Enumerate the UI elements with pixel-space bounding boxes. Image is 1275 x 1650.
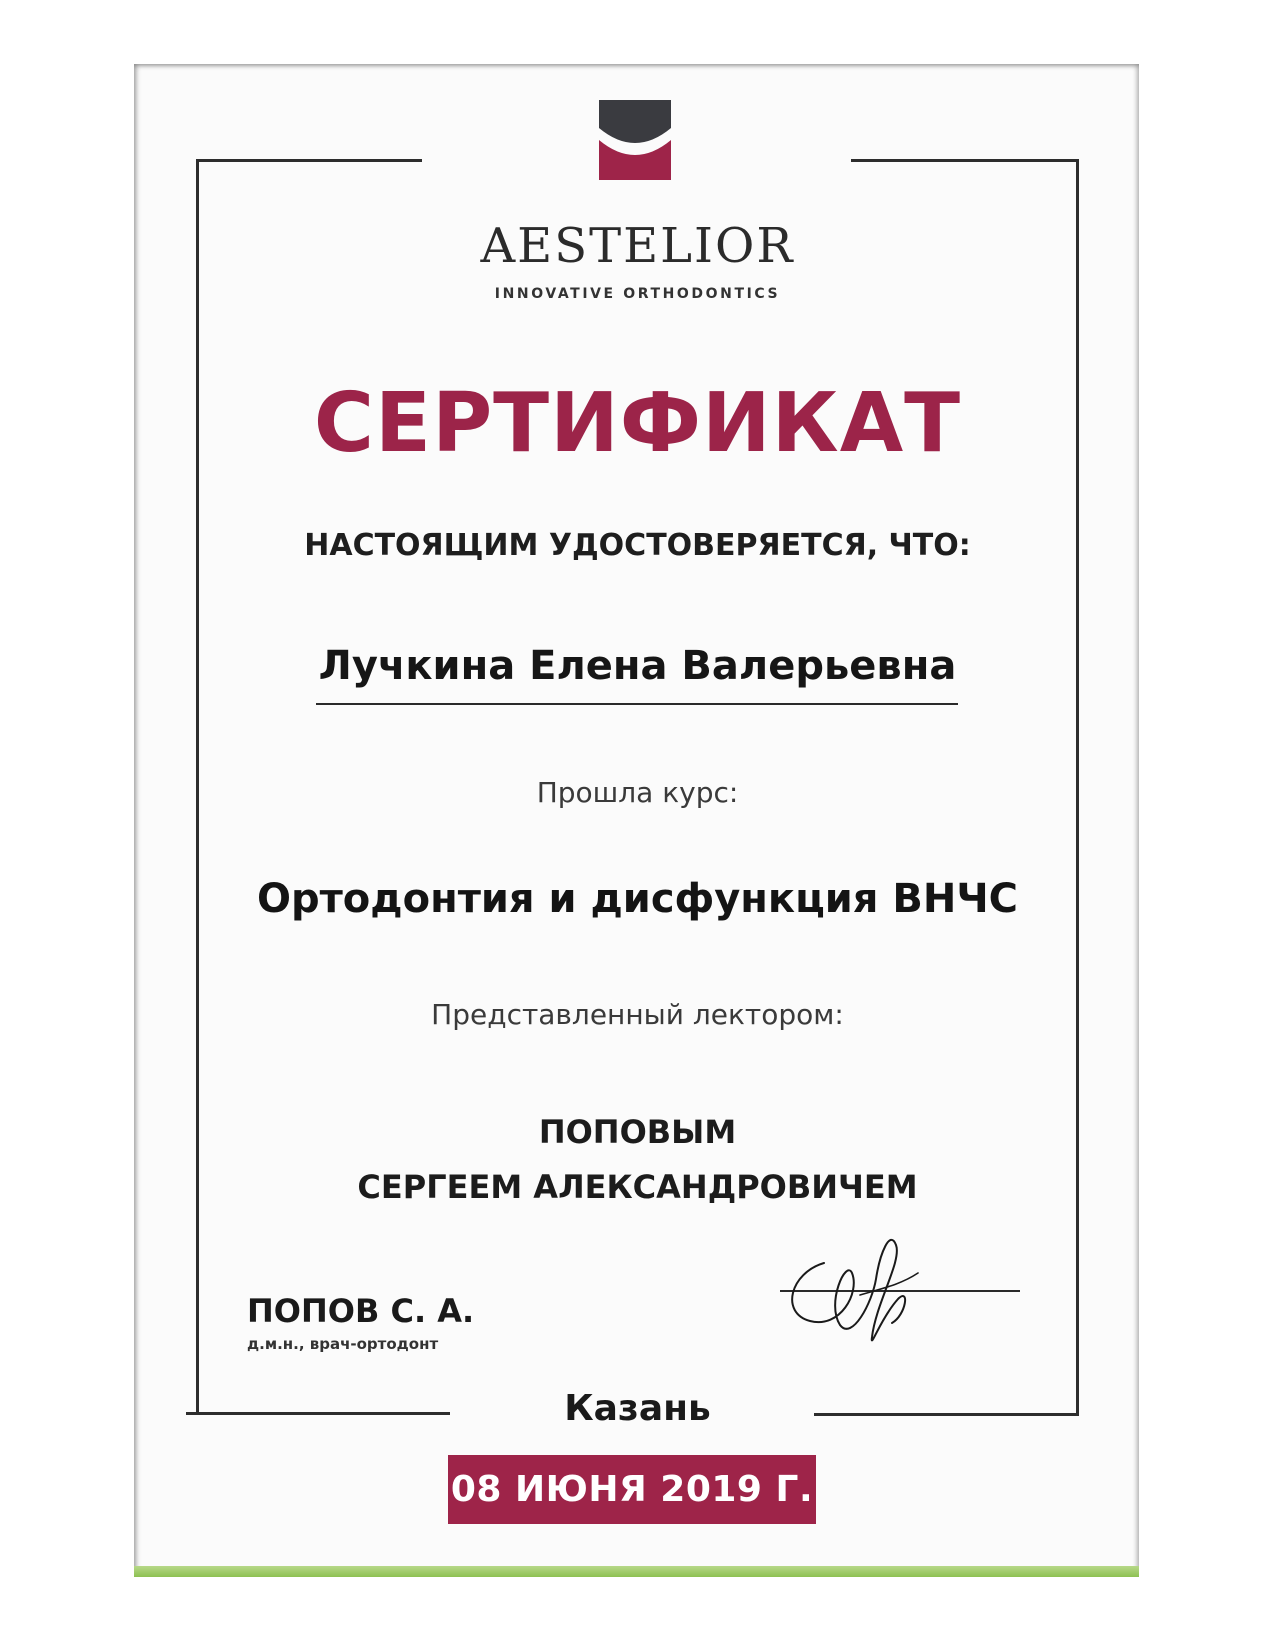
lecturer-label: Представленный лектором: bbox=[431, 998, 844, 1031]
recipient-underline bbox=[316, 703, 958, 705]
brand-name: AESTELIOR bbox=[480, 218, 795, 274]
course-label: Прошла курс: bbox=[536, 776, 739, 809]
date-badge bbox=[448, 1455, 816, 1524]
aestelior-logo-icon bbox=[599, 100, 671, 180]
signatory-title: д.м.н., врач-ортодонт bbox=[247, 1335, 439, 1353]
signatory-name: ПОПОВ С. А. bbox=[247, 1292, 475, 1330]
certifies-label: НАСТОЯЩИМ УДОСТОВЕРЯЕТСЯ, ЧТО: bbox=[304, 528, 971, 563]
course-name: Ортодонтия и дисфункция ВНЧС bbox=[256, 876, 1018, 922]
city: Казань bbox=[564, 1388, 711, 1429]
recipient-name: Лучкина Елена Валерьевна bbox=[318, 643, 957, 689]
brand-tagline: INNOVATIVE ORTHODONTICS bbox=[494, 286, 781, 302]
certificate-title: СЕРТИФИКАТ bbox=[313, 376, 962, 471]
lecturer-surname: ПОПОВЫМ bbox=[538, 1113, 737, 1151]
issue-date: 08 ИЮНЯ 2019 Г. bbox=[450, 1469, 814, 1510]
frame-top-right bbox=[851, 159, 1079, 162]
bottom-edge-strip bbox=[134, 1566, 1139, 1577]
handwritten-signature bbox=[780, 1233, 1020, 1363]
lecturer-given-names: СЕРГЕЕМ АЛЕКСАНДРОВИЧЕМ bbox=[357, 1168, 918, 1206]
frame-top-left bbox=[196, 159, 422, 162]
